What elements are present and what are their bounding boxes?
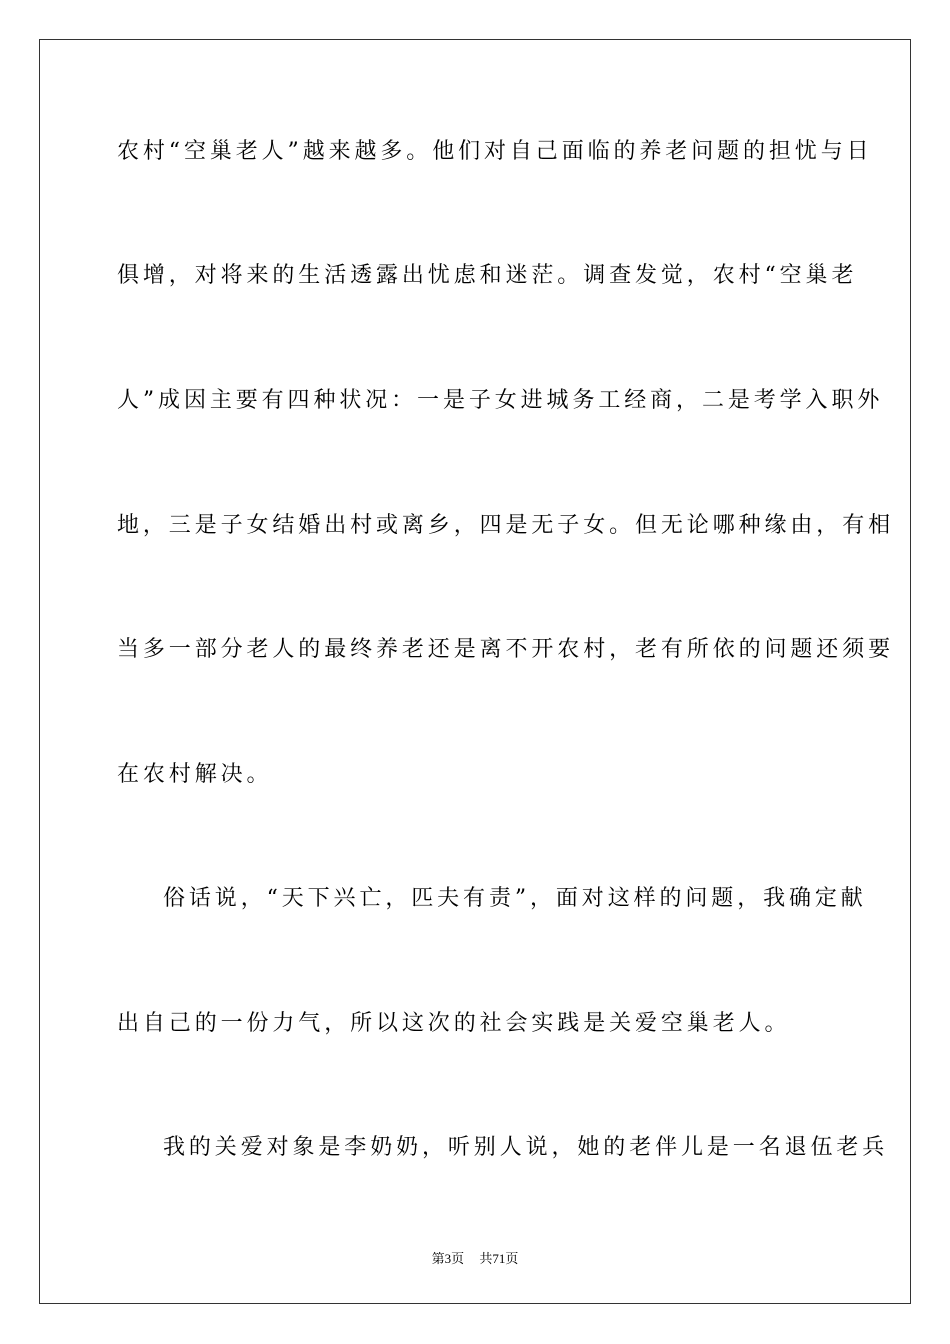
text-line-9: 我的关爱对象是李奶奶，听别人说，她的老伴儿是一名退伍老兵 (163, 1135, 889, 1160)
text-line-3: 人”成因主要有四种状况：一是子女进城务工经商，二是考学入职外 (117, 388, 884, 413)
page-footer (0, 1248, 950, 1267)
page-border (39, 39, 911, 1304)
text-line-8: 出自己的一份力气，所以这次的社会实践是关爱空巢老人。 (117, 1011, 791, 1036)
text-line-5: 当多一部分老人的最终养老还是离不开农村，老有所依的问题还须要 (117, 637, 895, 662)
text-line-2: 俱增，对将来的生活透露出忧虑和迷茫。调查发觉，农村“空巢老 (117, 263, 858, 288)
current-page-label: 第3页 (431, 1251, 465, 1266)
total-pages-label: 共71页 (479, 1251, 519, 1266)
text-line-6: 在农村解决。 (117, 762, 273, 787)
text-line-7: 俗话说，“天下兴亡，匹夫有责”，面对这样的问题，我确定献 (163, 886, 867, 911)
text-line-4: 地，三是子女结婚出村或离乡，四是无子女。但无论哪种缘由，有相 (117, 513, 895, 538)
text-line-1: 农村“空巢老人”越来越多。他们对自己面临的养老问题的担忧与日 (117, 139, 873, 164)
